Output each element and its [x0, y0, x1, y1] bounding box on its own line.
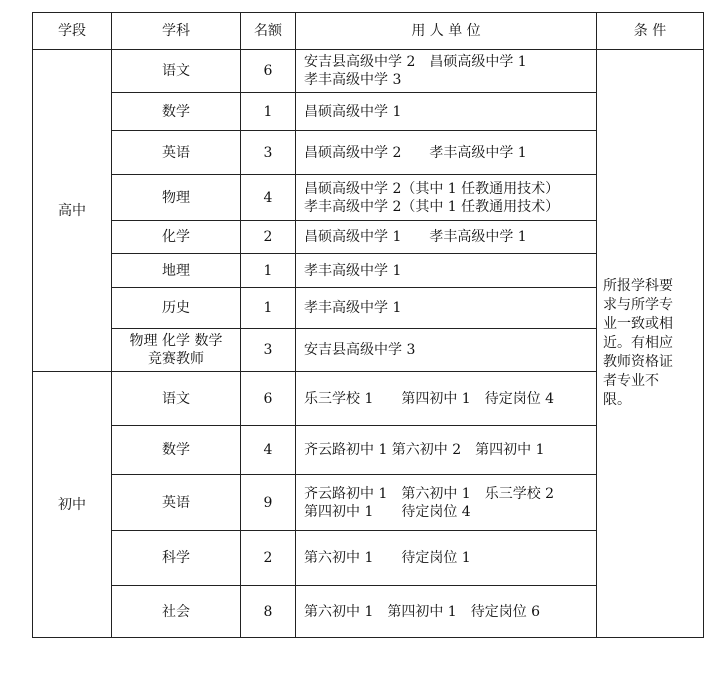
subject-cell: 数学 [112, 93, 241, 131]
quota-cell: 3 [241, 329, 296, 372]
units-cell [296, 426, 597, 475]
condition-line: 教师资格证 [603, 354, 673, 370]
units-line: 昌硕高级中学 2 孝丰高级中学 1 [304, 144, 527, 161]
quota-cell: 6 [241, 372, 296, 426]
units-cell [296, 131, 597, 175]
header-quota: 名额 [241, 13, 296, 50]
quota-cell: 2 [241, 531, 296, 586]
units-cell [296, 329, 597, 372]
units-line: 孝丰高级中学 1 [304, 262, 402, 279]
table-row [33, 50, 704, 93]
units-cell [296, 254, 597, 288]
quota-cell: 4 [241, 426, 296, 475]
units-line: 第六初中 1 第四初中 1 待定岗位 6 [304, 603, 541, 620]
units-line: 第六初中 1 待定岗位 1 [304, 550, 471, 566]
subject-cell: 物理 [112, 175, 241, 221]
units-cell [296, 175, 597, 221]
subject-cell: 社会 [112, 586, 241, 638]
quota-cell: 1 [241, 93, 296, 131]
subject-cell: 地理 [112, 254, 241, 288]
units-line: 安吉县高级中学 2 昌硕高级中学 1 [304, 54, 527, 70]
quota-cell: 1 [241, 288, 296, 329]
subject-cell: 历史 [112, 288, 241, 329]
subject-cell: 数学 [112, 426, 241, 475]
quota-cell: 3 [241, 131, 296, 175]
condition-line: 者专业不 [603, 373, 659, 389]
units-cell [296, 475, 597, 531]
subject-cell: 科学 [112, 531, 241, 586]
units-line: 昌硕高级中学 1 [304, 103, 402, 120]
quota-cell: 2 [241, 221, 296, 254]
units-line: 齐云路初中 1 第六初中 1 乐三学校 2 [304, 485, 555, 502]
subject-cell: 语文 [112, 372, 241, 426]
subject-cell: 物理 化学 数学 竞赛教师 [112, 329, 241, 372]
units-cell [296, 50, 597, 93]
units-line: 乐三学校 1 第四初中 1 待定岗位 4 [304, 390, 555, 407]
units-cell [296, 93, 597, 131]
quota-cell: 6 [241, 50, 296, 93]
header-row [33, 13, 704, 50]
units-line: 孝丰高级中学 1 [304, 300, 402, 316]
units-line: 孝丰高级中学 3 [304, 72, 402, 88]
header-condition: 条 件 [597, 13, 704, 50]
units-line: 第四初中 1 待定岗位 4 [304, 503, 471, 520]
subject-cell: 语文 [112, 50, 241, 93]
condition-line: 求与所学专 [603, 297, 673, 313]
quota-cell: 9 [241, 475, 296, 531]
units-line: 昌硕高级中学 1 孝丰高级中学 1 [304, 229, 527, 245]
units-cell [296, 531, 597, 586]
quota-cell: 1 [241, 254, 296, 288]
units-cell [296, 221, 597, 254]
subject-cell: 化学 [112, 221, 241, 254]
condition-line: 所报学科要 [603, 278, 673, 294]
units-cell [296, 586, 597, 638]
condition-cell [597, 50, 704, 638]
subject-cell: 英语 [112, 131, 241, 175]
header-stage: 学段 [33, 13, 112, 50]
subject-cell: 英语 [112, 475, 241, 531]
condition-line: 业一致或相 [603, 316, 673, 332]
condition-line: 近。有相应 [603, 335, 673, 351]
quota-cell: 4 [241, 175, 296, 221]
units-line: 齐云路初中 1 第六初中 2 第四初中 1 [304, 442, 545, 458]
header-subject: 学科 [112, 13, 241, 50]
header-units: 用 人 单 位 [296, 13, 597, 50]
quota-cell: 8 [241, 586, 296, 638]
units-cell [296, 288, 597, 329]
stage-senior: 高中 [33, 50, 112, 372]
recruitment-table [32, 12, 704, 638]
stage-junior: 初中 [33, 372, 112, 638]
condition-line: 限。 [603, 392, 631, 408]
units-cell [296, 372, 597, 426]
units-line: 孝丰高级中学 2（其中 1 任教通用技术） [304, 198, 560, 215]
units-line: 安吉县高级中学 3 [304, 342, 416, 358]
units-line: 昌硕高级中学 2（其中 1 任教通用技术） [304, 180, 560, 197]
